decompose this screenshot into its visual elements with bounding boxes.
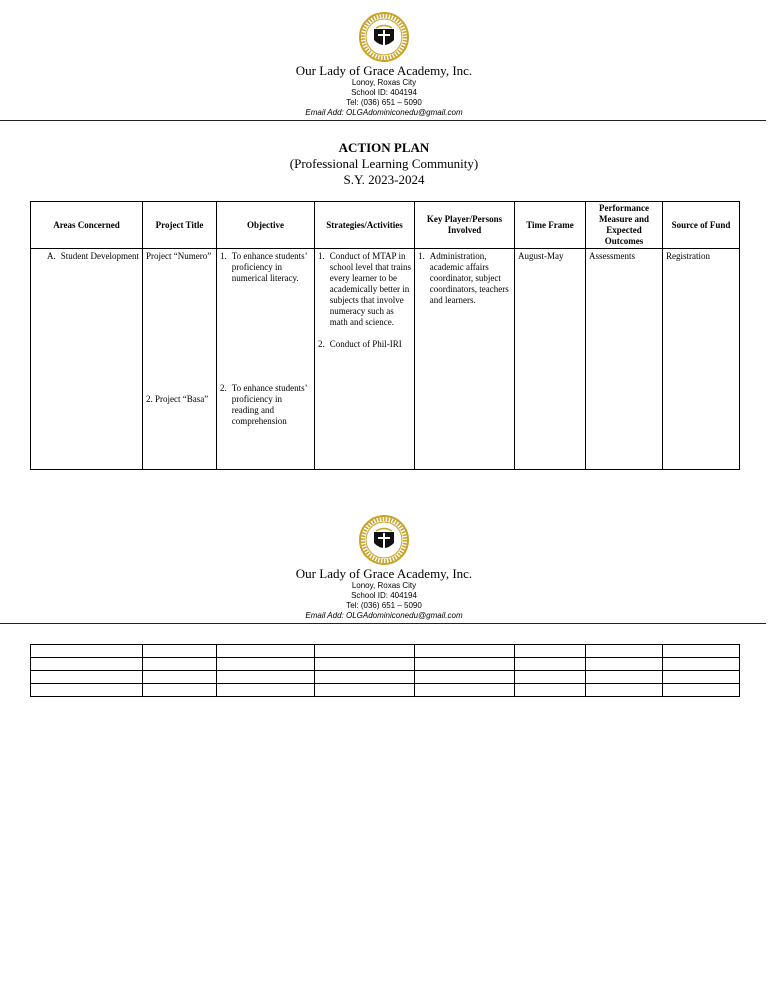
- school-seal-icon: [359, 515, 409, 565]
- table-row: [31, 645, 740, 658]
- project-title-2: 2. Project “Basa”: [146, 394, 209, 404]
- objective-cell: [217, 249, 315, 470]
- table-row: [31, 684, 740, 697]
- area-text: Student Development: [60, 251, 139, 261]
- table-header-row: [31, 202, 740, 249]
- school-address: Lonoy, Roxas City: [351, 581, 417, 590]
- action-plan-table: [30, 201, 740, 470]
- school-name: Our Lady of Grace Academy, Inc.: [295, 566, 473, 581]
- header-time-frame: Time Frame: [515, 202, 586, 249]
- header-source-fund: Source of Fund: [663, 202, 740, 249]
- school-email: Email Add: OLGAdominiconedu@gmail.com: [305, 108, 463, 117]
- objective-number-2: 2.: [220, 383, 227, 393]
- document-title-block: [0, 140, 768, 188]
- document-subtitle: (Professional Learning Community): [289, 156, 479, 171]
- players-number-1: 1.: [418, 251, 425, 261]
- school-tel: Tel: (036) 651 – 5090: [346, 601, 422, 610]
- strategy-cell: [315, 249, 415, 470]
- strategy-text-2: Conduct of Phil-IRI: [329, 339, 402, 349]
- strategy-number-1: 1.: [318, 251, 325, 261]
- header-divider: [0, 623, 766, 624]
- strategy-text-1: Conduct of MTAP in school level that trains every learner to be academically better in subjects that involve numeracy such as math and science.: [329, 251, 411, 327]
- document-title: ACTION PLAN: [338, 140, 430, 155]
- project-title-cell: [143, 249, 217, 470]
- measure-cell: Assessments: [586, 249, 663, 470]
- school-tel: Tel: (036) 651 – 5090: [346, 98, 422, 107]
- school-name: Our Lady of Grace Academy, Inc.: [295, 63, 473, 78]
- fund-cell: Registration: [663, 249, 740, 470]
- players-text-1: Administration, academic affairs coordinator, subject coordinators, teachers and learners.: [429, 251, 509, 305]
- letterhead-top: [0, 12, 768, 118]
- school-address: Lonoy, Roxas City: [351, 78, 417, 87]
- continuation-table: [30, 644, 740, 697]
- header-project-title: Project Title: [143, 202, 217, 249]
- school-id: School ID: 404194: [351, 88, 417, 97]
- key-player-cell: [415, 249, 515, 470]
- area-cell: [31, 249, 143, 470]
- header-strategies: Strategies/Activities: [315, 202, 415, 249]
- school-year: S.Y. 2023-2024: [343, 172, 425, 187]
- table-row: [31, 658, 740, 671]
- header-areas: Areas Concerned: [31, 202, 143, 249]
- school-seal-icon: [359, 12, 409, 62]
- header-performance: Performance Measure and Expected Outcomes: [586, 202, 663, 249]
- letterhead-page2: [0, 515, 768, 621]
- header-key-player: Key Player/Persons Involved: [415, 202, 515, 249]
- time-frame-cell: August-May: [515, 249, 586, 470]
- objective-number-1: 1.: [220, 251, 227, 261]
- objective-text-2: To enhance students’ proficiency in reading and comprehension: [231, 383, 307, 426]
- school-email: Email Add: OLGAdominiconedu@gmail.com: [305, 611, 463, 620]
- table-row: [31, 249, 740, 470]
- objective-text-1: To enhance students’ proficiency in numerical literacy.: [231, 251, 307, 283]
- header-divider: [0, 120, 766, 121]
- project-title-1: Project “Numero”: [146, 251, 212, 261]
- area-number: A.: [47, 251, 56, 261]
- table-row: [31, 671, 740, 684]
- school-id: School ID: 404194: [351, 591, 417, 600]
- header-objective: Objective: [217, 202, 315, 249]
- strategy-number-2: 2.: [318, 339, 325, 349]
